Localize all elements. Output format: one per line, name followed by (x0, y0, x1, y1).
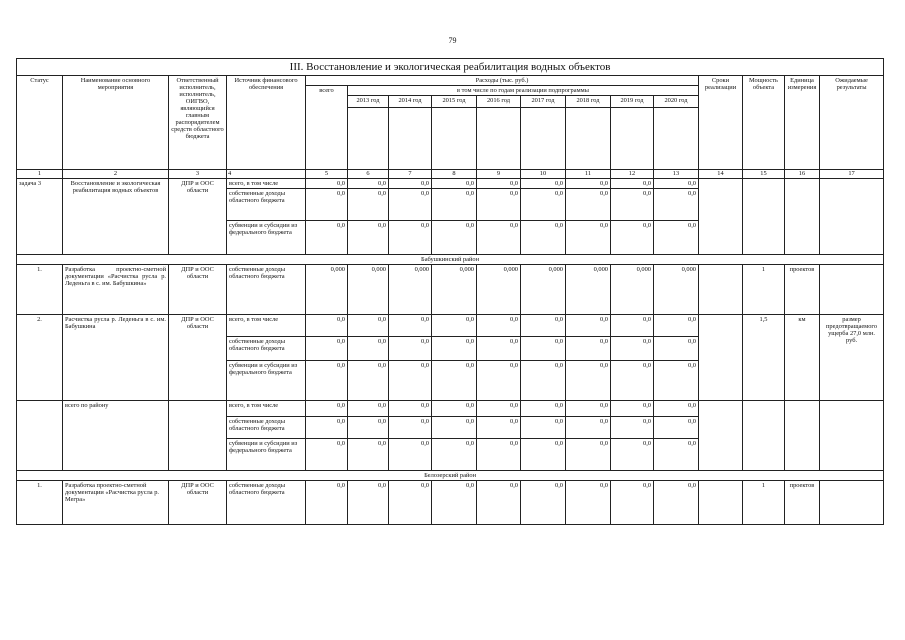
column-number: 11 (566, 170, 611, 179)
value-cell: 0,0 (348, 221, 389, 255)
task-executor: ДПР и ООС области (169, 179, 227, 255)
column-number: 1 (17, 170, 63, 179)
value-cell: 0,0 (389, 221, 432, 255)
value-cell: 0,000 (611, 265, 654, 315)
value-cell: 0,0 (306, 439, 348, 471)
value-cell: 0,0 (521, 439, 566, 471)
value-cell: 0,0 (566, 417, 611, 439)
column-number: 12 (611, 170, 654, 179)
value-cell: 0,0 (521, 361, 566, 401)
value-cell: 0,0 (306, 189, 348, 221)
value-cell: 0,0 (477, 361, 521, 401)
value-cell: 0,0 (611, 361, 654, 401)
column-number: 13 (654, 170, 699, 179)
column-number: 9 (477, 170, 521, 179)
source-cell: всего, в том числе (227, 401, 306, 417)
value-cell: 0,0 (654, 179, 699, 189)
value-cell: 0,0 (432, 221, 477, 255)
header-year: 2017 год (521, 96, 566, 108)
item-executor: ДПР и ООС области (169, 481, 227, 525)
value-cell: 0,0 (654, 439, 699, 471)
value-cell: 0,0 (477, 337, 521, 361)
value-cell: 0,0 (432, 361, 477, 401)
value-cell: 0,0 (477, 439, 521, 471)
table-row (17, 315, 884, 337)
value-cell: 0,0 (654, 481, 699, 525)
value-cell: 0,0 (521, 179, 566, 189)
value-cell: 0,0 (521, 417, 566, 439)
value-cell: 0,0 (477, 189, 521, 221)
value-cell: 0,0 (654, 361, 699, 401)
header-year: 2020 год (654, 96, 699, 108)
column-number: 16 (785, 170, 820, 179)
value-cell: 0,0 (389, 361, 432, 401)
item-name: Расчистка русла р. Леденьга в с. им. Бабушкина (63, 315, 169, 401)
value-cell: 0,0 (389, 337, 432, 361)
value-cell: 0,0 (611, 439, 654, 471)
value-cell: 0,0 (521, 401, 566, 417)
header-source: Источник финансового обеспечения (227, 76, 306, 170)
column-number: 6 (348, 170, 389, 179)
value-cell: 0,0 (306, 179, 348, 189)
value-cell: 0,0 (521, 221, 566, 255)
column-number: 8 (432, 170, 477, 179)
header-expenses: Расходы (тыс. руб.) (306, 76, 699, 86)
region-header: Белозерский район (17, 471, 884, 481)
value-cell: 0,0 (348, 361, 389, 401)
value-cell: 0,0 (348, 337, 389, 361)
item-status: 2. (17, 315, 63, 401)
column-number: 3 (169, 170, 227, 179)
capacity-cell: 1,5 (743, 315, 785, 401)
value-cell: 0,0 (477, 481, 521, 525)
source-cell: собственные доходы областного бюджета (227, 481, 306, 525)
item-executor: ДПР и ООС области (169, 265, 227, 315)
value-cell: 0,0 (654, 221, 699, 255)
table-row (17, 481, 884, 525)
value-cell: 0,0 (521, 481, 566, 525)
item-executor: ДПР и ООС области (169, 315, 227, 401)
page-number: 79 (448, 36, 457, 45)
value-cell: 0,0 (477, 221, 521, 255)
value-cell: 0,0 (477, 417, 521, 439)
value-cell: 0,0 (432, 189, 477, 221)
value-cell: 0,0 (348, 417, 389, 439)
header-capacity: Мощность объекта (743, 76, 785, 170)
capacity-cell: 1 (743, 481, 785, 525)
value-cell: 0,0 (348, 481, 389, 525)
header-year: 2018 год (566, 96, 611, 108)
unit-cell: км (785, 315, 820, 401)
value-cell: 0,0 (566, 315, 611, 337)
table-row (17, 179, 884, 189)
value-cell: 0,0 (654, 315, 699, 337)
column-numbers-row (17, 170, 884, 179)
source-cell: собственные доходы областного бюджета (227, 337, 306, 361)
value-cell: 0,0 (654, 337, 699, 361)
value-cell: 0,000 (348, 265, 389, 315)
header-year: 2016 год (477, 96, 521, 108)
value-cell: 0,0 (566, 401, 611, 417)
header-results: Ожидаемые результаты (820, 76, 884, 170)
value-cell: 0,000 (389, 265, 432, 315)
value-cell: 0,0 (432, 315, 477, 337)
value-cell: 0,0 (432, 439, 477, 471)
column-number: 10 (521, 170, 566, 179)
unit-cell: проектов (785, 481, 820, 525)
table-row (17, 265, 884, 315)
source-cell: субвенции и субсидии из федерального бюджета (227, 221, 306, 255)
column-number: 2 (63, 170, 169, 179)
value-cell: 0,0 (566, 361, 611, 401)
value-cell: 0,0 (306, 361, 348, 401)
value-cell: 0,000 (306, 265, 348, 315)
source-cell: всего, в том числе (227, 315, 306, 337)
value-cell: 0,0 (566, 481, 611, 525)
header-year: 2013 год (348, 96, 389, 108)
value-cell: 0,0 (611, 179, 654, 189)
region-header: Бабушкинский район (17, 255, 884, 265)
value-cell: 0,0 (611, 481, 654, 525)
value-cell: 0,0 (611, 417, 654, 439)
value-cell: 0,0 (611, 315, 654, 337)
source-cell: собственные доходы областного бюджета (227, 265, 306, 315)
value-cell: 0,0 (389, 401, 432, 417)
value-cell: 0,000 (521, 265, 566, 315)
column-number: 14 (699, 170, 743, 179)
header-unit: Единица измерения (785, 76, 820, 170)
value-cell: 0,0 (306, 417, 348, 439)
value-cell: 0,0 (566, 221, 611, 255)
column-number: 5 (306, 170, 348, 179)
header-by-years: в том числе по годам реализации подпрограммы (348, 86, 699, 96)
value-cell: 0,0 (521, 189, 566, 221)
value-cell: 0,0 (654, 417, 699, 439)
value-cell: 0,0 (654, 401, 699, 417)
column-number: 4 (227, 170, 306, 179)
value-cell: 0,0 (348, 401, 389, 417)
value-cell: 0,0 (432, 417, 477, 439)
value-cell: 0,0 (611, 189, 654, 221)
item-name: Разработка проектно-сметной документации «Расчистка русла р. Мегра» (63, 481, 169, 525)
result-cell: размер предотвращаемого ущерба 27,0 млн. руб. (820, 315, 884, 401)
value-cell: 0,000 (654, 265, 699, 315)
source-cell: собственные доходы областного бюджета (227, 417, 306, 439)
table-row (17, 401, 884, 417)
value-cell: 0,0 (566, 337, 611, 361)
value-cell: 0,0 (348, 179, 389, 189)
unit-cell: проектов (785, 265, 820, 315)
value-cell: 0,0 (477, 315, 521, 337)
value-cell: 0,0 (306, 401, 348, 417)
item-status: 1. (17, 481, 63, 525)
value-cell: 0,0 (521, 315, 566, 337)
source-cell: собственные доходы областного бюджета (227, 189, 306, 221)
table-title: III. Восстановление и экологическая реабилитация водных объектов (17, 59, 884, 76)
value-cell: 0,0 (306, 481, 348, 525)
value-cell: 0,000 (477, 265, 521, 315)
region-total-label: всего по району (63, 401, 169, 471)
value-cell: 0,0 (432, 337, 477, 361)
value-cell: 0,0 (389, 189, 432, 221)
header-year: 2019 год (611, 96, 654, 108)
capacity-cell: 1 (743, 265, 785, 315)
header-name: Наименование основного мероприятия (63, 76, 169, 170)
value-cell: 0,0 (348, 439, 389, 471)
item-name: Разработка проектно-сметной документации «Расчистка русла р. Леденьга в с. им. Бабушкина» (63, 265, 169, 315)
column-number: 15 (743, 170, 785, 179)
value-cell: 0,0 (389, 439, 432, 471)
value-cell: 0,0 (654, 189, 699, 221)
task-status: задача 3 (17, 179, 63, 255)
program-table (16, 58, 884, 525)
header-status: Статус (17, 76, 63, 170)
value-cell: 0,0 (566, 179, 611, 189)
value-cell: 0,0 (566, 439, 611, 471)
value-cell: 0,0 (389, 417, 432, 439)
value-cell: 0,0 (611, 337, 654, 361)
value-cell: 0,0 (432, 401, 477, 417)
value-cell: 0,0 (477, 179, 521, 189)
header-executor: Ответственный исполнитель, исполнитель, ОИГВО, являющийся главным распорядителем средств областного бюджета (169, 76, 227, 170)
value-cell: 0,0 (348, 189, 389, 221)
header-year: 2015 год (432, 96, 477, 108)
value-cell: 0,000 (566, 265, 611, 315)
task-name: Восстановление и экологическая реабилитация водных объектов (63, 179, 169, 255)
source-cell: всего, в том числе (227, 179, 306, 189)
value-cell: 0,0 (477, 401, 521, 417)
value-cell: 0,0 (566, 189, 611, 221)
value-cell: 0,0 (611, 221, 654, 255)
header-terms: Сроки реализации (699, 76, 743, 170)
header-year: 2014 год (389, 96, 432, 108)
value-cell: 0,0 (306, 221, 348, 255)
item-status: 1. (17, 265, 63, 315)
value-cell: 0,000 (432, 265, 477, 315)
value-cell: 0,0 (432, 481, 477, 525)
value-cell: 0,0 (521, 337, 566, 361)
value-cell: 0,0 (389, 315, 432, 337)
header-total: всего (306, 86, 348, 170)
value-cell: 0,0 (348, 315, 389, 337)
value-cell: 0,0 (611, 401, 654, 417)
value-cell: 0,0 (306, 315, 348, 337)
value-cell: 0,0 (306, 337, 348, 361)
source-cell: субвенции и субсидии из федерального бюджета (227, 439, 306, 471)
column-number: 7 (389, 170, 432, 179)
source-cell: субвенции и субсидии из федерального бюджета (227, 361, 306, 401)
column-number: 17 (820, 170, 884, 179)
value-cell: 0,0 (432, 179, 477, 189)
value-cell: 0,0 (389, 481, 432, 525)
value-cell: 0,0 (389, 179, 432, 189)
